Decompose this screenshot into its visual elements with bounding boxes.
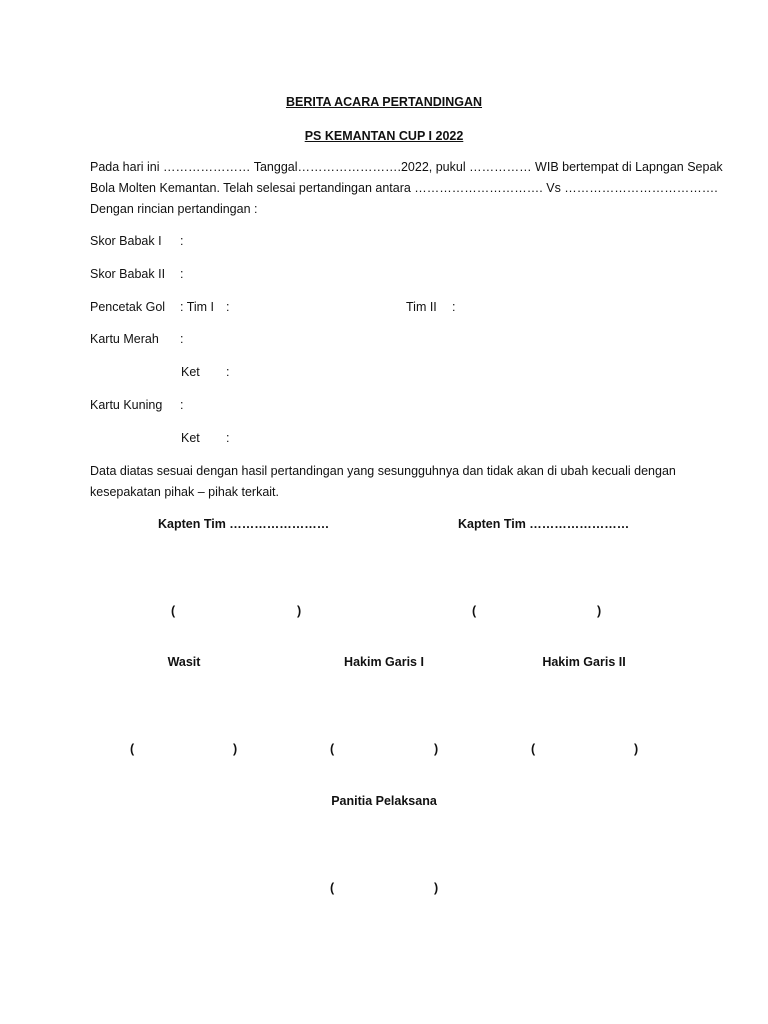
intro-line-3: Dengan rincian pertandingan : (90, 202, 258, 216)
kartu-merah-label: Kartu Merah (90, 332, 159, 346)
tim-2-colon: : (452, 300, 456, 314)
hakim-1-sign-close: ) (434, 742, 439, 756)
kartu-kuning-colon: : (180, 398, 184, 412)
panitia-sign-close: ) (434, 881, 439, 895)
kartu-kuning-ket-colon: : (226, 431, 230, 445)
tim-1-label: : Tim I (180, 300, 215, 314)
document-title: BERITA ACARA PERTANDINGAN (285, 95, 483, 109)
closing-line-1: Data diatas sesuai dengan hasil pertandingan yang sesungguhnya dan tidak akan di ubah kecuali dengan (90, 464, 676, 478)
kartu-kuning-ket-label: Ket (181, 431, 200, 445)
document-subtitle: PS KEMANTAN CUP I 2022 (304, 129, 464, 143)
intro-line-1: Pada hari ini ………………… Tanggal…………………….2022, pukul …………… WIB bertempat di Lapngan Sepak (90, 160, 723, 174)
intro-line-2: Bola Molten Kemantan. Telah selesai pertandingan antara …………………………. Vs ………………………………. (90, 181, 718, 195)
pencetak-gol-label: Pencetak Gol (90, 300, 166, 314)
wasit-label: Wasit (167, 655, 201, 669)
skor-babak-1-label: Skor Babak I (90, 234, 162, 248)
hakim-2-sign-open: ( (531, 742, 536, 756)
kartu-kuning-label: Kartu Kuning (90, 398, 163, 412)
tim-2-label: Tim II (406, 300, 437, 314)
kapten-tim-2-label: Kapten Tim …………………… (458, 517, 630, 531)
skor-babak-1-colon: : (180, 234, 184, 248)
wasit-sign-close: ) (233, 742, 238, 756)
wasit-sign-open: ( (130, 742, 135, 756)
tim-1-colon: : (226, 300, 230, 314)
kartu-merah-ket-colon: : (226, 365, 230, 379)
kapten-2-sign-close: ) (597, 604, 602, 618)
hakim-2-sign-close: ) (634, 742, 639, 756)
panitia-sign-open: ( (330, 881, 335, 895)
hakim-garis-2-label: Hakim Garis II (542, 655, 626, 669)
closing-line-2: kesepakatan pihak – pihak terkait. (90, 485, 280, 499)
kartu-merah-colon: : (180, 332, 184, 346)
hakim-1-sign-open: ( (330, 742, 335, 756)
kapten-1-sign-open: ( (171, 604, 176, 618)
kapten-1-sign-close: ) (297, 604, 302, 618)
skor-babak-2-colon: : (180, 267, 184, 281)
kartu-merah-ket-label: Ket (181, 365, 200, 379)
skor-babak-2-label: Skor Babak II (90, 267, 166, 281)
panitia-pelaksana-label: Panitia Pelaksana (331, 794, 437, 808)
hakim-garis-1-label: Hakim Garis I (344, 655, 424, 669)
kapten-2-sign-open: ( (472, 604, 477, 618)
kapten-tim-1-label: Kapten Tim …………………… (158, 517, 330, 531)
